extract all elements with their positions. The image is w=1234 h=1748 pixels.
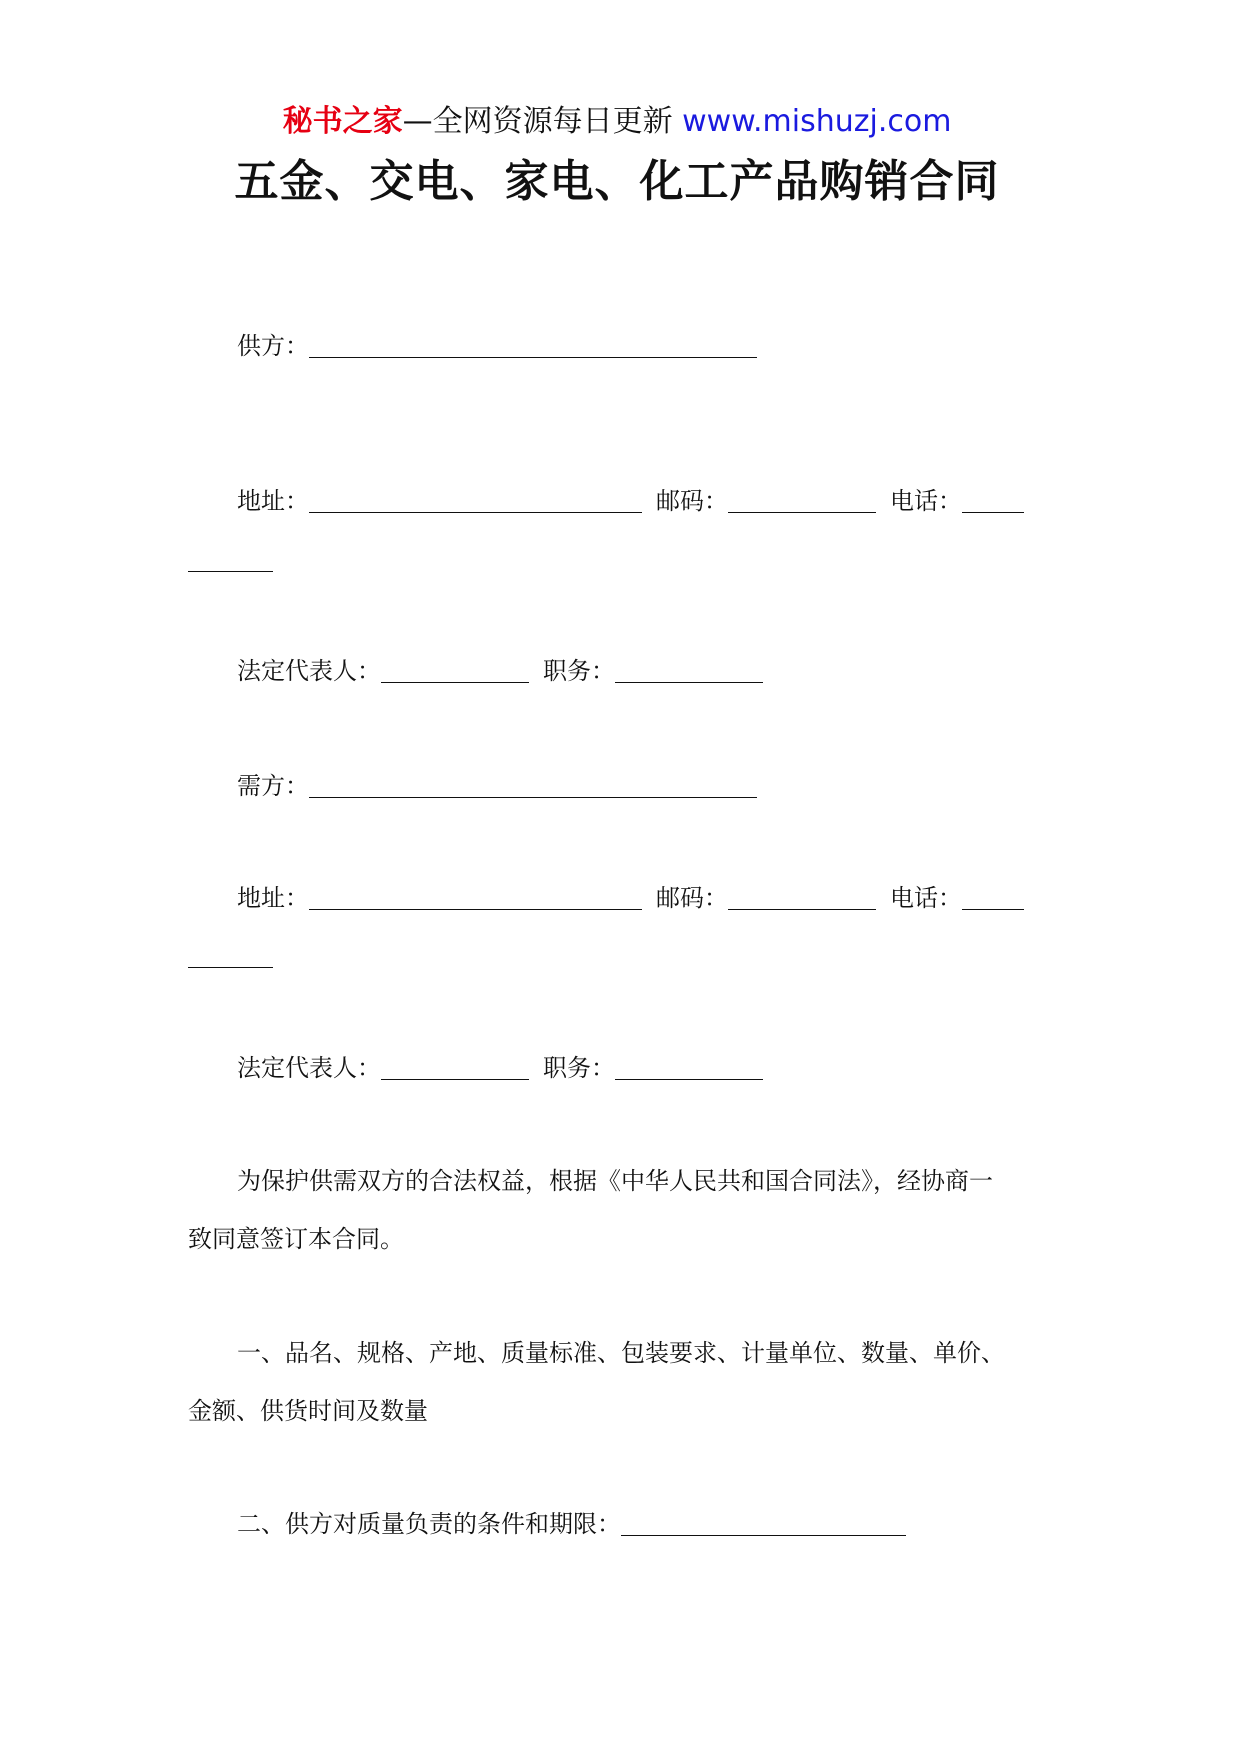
supplier-address-blank[interactable] <box>309 488 642 513</box>
clause-2-line <box>237 1508 906 1540</box>
supplier-legal-rep-label: 法定代表人： <box>237 657 381 685</box>
supplier-label: 供方： <box>237 332 309 360</box>
supplier-phone-blank[interactable] <box>962 488 1024 513</box>
buyer-legal-rep-label: 法定代表人： <box>237 1054 381 1082</box>
intro-paragraph-line-2: 致同意签订本合同。 <box>188 1225 404 1253</box>
brand-name: 秘书之家 <box>282 104 403 139</box>
buyer-legal-rep-blank[interactable] <box>381 1055 529 1080</box>
buyer-phone-blank[interactable] <box>962 885 1024 910</box>
buyer-label: 需方： <box>237 772 309 800</box>
intro-paragraph-line-1: 为保护供需双方的合法权益，根据《中华人民共和国合同法》，经协商一 <box>237 1167 993 1195</box>
buyer-postcode-blank[interactable] <box>728 885 876 910</box>
supplier-contact-line <box>237 485 1024 517</box>
supplier-phone-label: 电话： <box>890 487 962 515</box>
buyer-contact-line <box>237 882 1024 914</box>
supplier-phone-blank-continued[interactable] <box>188 547 273 572</box>
document-title: 五金、交电、家电、化工产品购销合同 <box>234 156 1000 207</box>
buyer-postcode-label: 邮码： <box>656 884 728 912</box>
supplier-blank[interactable] <box>309 333 757 358</box>
clause-1-line-2: 金额、供货时间及数量 <box>188 1397 428 1425</box>
clause-1-line-1: 一、品名、规格、产地、质量标准、包装要求、计量单位、数量、单价、 <box>237 1339 1005 1367</box>
buyer-phone-label: 电话： <box>890 884 962 912</box>
buyer-rep-line <box>237 1052 763 1084</box>
supplier-phone-continuation <box>188 544 273 576</box>
supplier-legal-rep-blank[interactable] <box>381 658 529 683</box>
supplier-postcode-label: 邮码： <box>656 487 728 515</box>
buyer-position-blank[interactable] <box>615 1055 763 1080</box>
buyer-phone-continuation <box>188 940 273 972</box>
buyer-line <box>237 770 757 802</box>
site-banner <box>0 102 1234 142</box>
supplier-position-blank[interactable] <box>615 658 763 683</box>
supplier-line <box>237 330 757 362</box>
supplier-rep-line <box>237 655 763 687</box>
buyer-address-label: 地址： <box>237 884 309 912</box>
banner-tagline: —全网资源每日更新 <box>402 104 683 139</box>
supplier-postcode-blank[interactable] <box>728 488 876 513</box>
buyer-address-blank[interactable] <box>309 885 642 910</box>
buyer-phone-blank-continued[interactable] <box>188 943 273 968</box>
supplier-address-label: 地址： <box>237 487 309 515</box>
site-url-link[interactable]: www.mishuzj.com <box>682 104 952 139</box>
buyer-blank[interactable] <box>309 773 757 798</box>
buyer-position-label: 职务： <box>543 1054 615 1082</box>
clause-2-label: 二、供方对质量负责的条件和期限： <box>237 1510 621 1538</box>
clause-2-blank[interactable] <box>621 1511 906 1536</box>
supplier-position-label: 职务： <box>543 657 615 685</box>
